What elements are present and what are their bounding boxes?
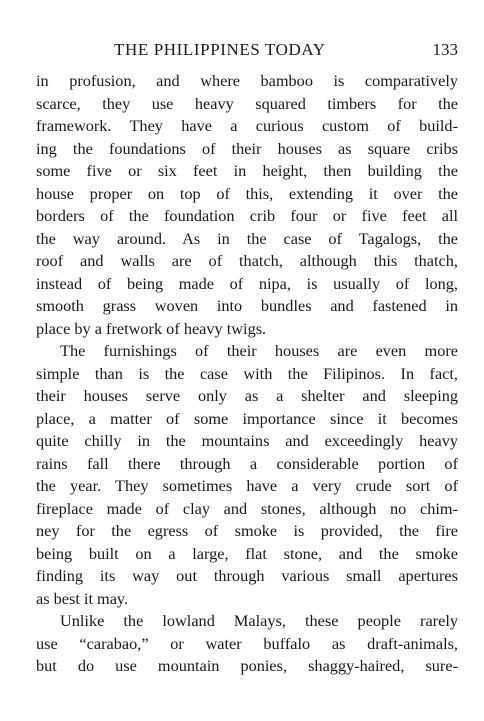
paragraph-1 (36, 70, 458, 340)
text-line: roof and walls are of thatch, although this thatch, (36, 251, 458, 270)
paragraph-2 (36, 340, 458, 610)
text-line: the year. They sometimes have a very crude sort of (36, 476, 458, 495)
text-line: ney for the egress of smoke is provided, the fire (36, 521, 458, 540)
text-line: simple than is the case with the Filipinos. In fact, (36, 363, 458, 383)
text-line: finding its way out through various small apertures (36, 566, 458, 585)
page-header (36, 40, 458, 62)
text-line: house proper on top of this, extending it over the (36, 183, 458, 203)
body-text (36, 70, 458, 678)
text-line: but do use mountain ponies, shaggy-haired, sure- (36, 656, 458, 675)
text-line: being built on a large, flat stone, and the smoke (36, 543, 458, 563)
text-line: place by a fretwork of heavy twigs. (36, 318, 267, 338)
text-line: fireplace made of clay and stones, although no chim- (36, 498, 458, 518)
text-line: place, a matter of some importance since it becomes (36, 408, 458, 428)
text-line: ing the foundations of their houses as square cribs (36, 138, 458, 158)
text-line: instead of being made of nipa, is usually of long, (36, 273, 458, 293)
text-line: smooth grass woven into bundles and fastened in (36, 296, 458, 315)
text-line: use “carabao,” or water buffalo as draft-animals, (36, 633, 458, 653)
text-line: scarce, they use heavy squared timbers for the (36, 93, 458, 113)
text-line: borders of the foundation crib four or five feet all (36, 206, 458, 225)
text-line: some five or six feet in height, then building the (36, 161, 458, 180)
running-head: THE PHILIPPINES TODAY (114, 40, 326, 59)
page-number: 133 (432, 40, 458, 59)
text-line: the way around. As in the case of Tagalogs, the (36, 228, 458, 248)
text-line: their houses serve only as a shelter and sleeping (36, 386, 458, 405)
text-line: The furnishings of their houses are even more (60, 341, 458, 360)
paragraph-3 (36, 610, 458, 678)
text-line: quite chilly in the mountains and exceedingly heavy (36, 431, 458, 450)
text-line: framework. They have a curious custom of build- (36, 116, 458, 135)
text-line: rains fall there through a considerable portion of (36, 453, 458, 473)
text-line: Unlike the lowland Malays, these people rarely (60, 611, 458, 630)
text-line: in profusion, and where bamboo is comparatively (36, 71, 458, 90)
text-line: as best it may. (36, 588, 129, 608)
